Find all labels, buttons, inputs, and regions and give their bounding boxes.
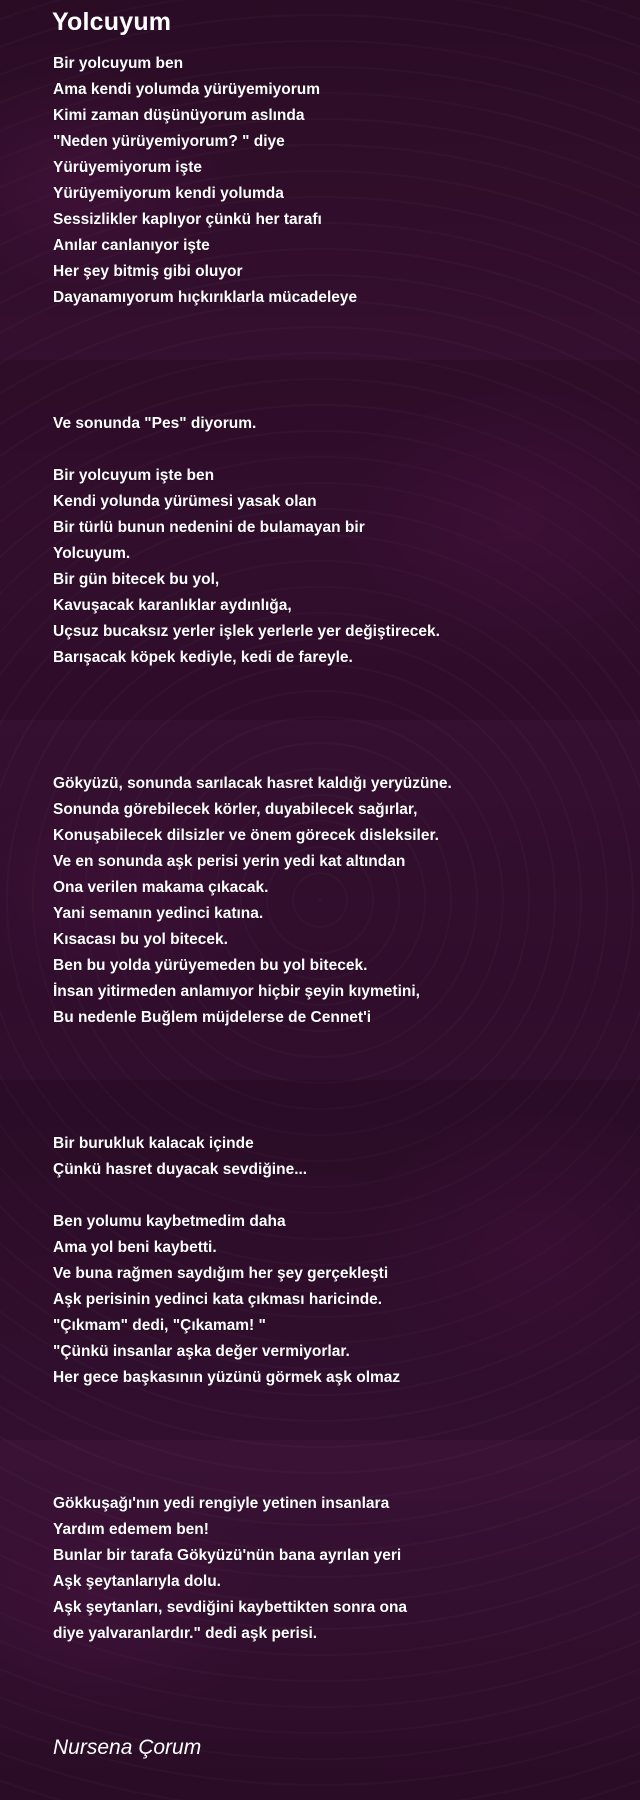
poem-line: Bir türlü bunun nedenini de bulamayan bir xyxy=(53,519,365,536)
poem-line: "Neden yürüyemiyorum? " diye xyxy=(53,133,285,150)
poem-line: Bu nedenle Buğlem müjdelerse de Cennet'i xyxy=(53,1009,372,1026)
poem-line: "Çünkü insanlar aşka değer vermiyorlar. xyxy=(53,1343,350,1360)
poem-title: Yolcuyum xyxy=(52,8,172,36)
poem-line: Kavuşacak karanlıklar aydınlığa, xyxy=(53,597,292,614)
poem-line: Sessizlikler kaplıyor çünkü her tarafı xyxy=(53,211,322,228)
poem-line: Her gece başkasının yüzünü görmek aşk olmaz xyxy=(53,1369,401,1386)
poem-line: Bir yolcuyum ben xyxy=(53,55,184,72)
poem-line: Kısacası bu yol bitecek. xyxy=(53,931,228,948)
poem-line: Sonunda görebilecek körler, duyabilecek sağırlar, xyxy=(53,801,418,818)
poem-line: Gökyüzü, sonunda sarılacak hasret kaldığı yeryüzüne. xyxy=(53,775,452,792)
poem-line: Yardım edemem ben! xyxy=(53,1521,209,1538)
poem-line: Barışacak köpek kediyle, kedi de fareyle. xyxy=(53,649,353,666)
poem-line: Kendi yolunda yürümesi yasak olan xyxy=(53,493,317,510)
poem-line: Ve en sonunda aşk perisi yerin yedi kat altından xyxy=(53,853,406,870)
poem-line: Yürüyemiyorum kendi yolumda xyxy=(53,185,284,202)
poem-line: Dayanamıyorum hıçkırıklarla mücadeleye xyxy=(53,289,358,306)
poem-line: Konuşabilecek dilsizler ve önem görecek disleksiler. xyxy=(53,827,439,844)
poem-line: Kimi zaman düşünüyorum aslında xyxy=(53,107,305,124)
poem-line: Ben yolumu kaybetmedim daha xyxy=(53,1213,286,1230)
poem-line: Yani semanın yedinci katına. xyxy=(53,905,264,922)
poem-line: Aşk şeytanları, sevdiğini kaybettikten sonra ona xyxy=(53,1599,408,1616)
poem-line: Anılar canlanıyor işte xyxy=(53,237,210,254)
poem-line: Çünkü hasret duyacak sevdiğine... xyxy=(53,1161,308,1178)
poem-line: Ona verilen makama çıkacak. xyxy=(53,879,269,896)
poem-line: Bir gün bitecek bu yol, xyxy=(53,571,220,588)
poem-line: Bir yolcuyum işte ben xyxy=(53,467,215,484)
poem-line: Yürüyemiyorum işte xyxy=(53,159,203,176)
poem-line: Ben bu yolda yürüyemeden bu yol bitecek. xyxy=(53,957,368,974)
poem-line: Gökkuşağı'nın yedi rengiyle yetinen insanlara xyxy=(53,1495,390,1512)
poem-line: Yolcuyum. xyxy=(53,545,131,562)
poem-author: Nursena Çorum xyxy=(53,1736,202,1759)
poem-line: Ve sonunda "Pes" diyorum. xyxy=(53,415,257,432)
poem-line: Bir burukluk kalacak içinde xyxy=(53,1135,254,1152)
stanza-4 xyxy=(53,1131,400,1391)
poem-line: diye yalvaranlardır." dedi aşk perisi. xyxy=(53,1625,318,1642)
stanza-5 xyxy=(53,1491,407,1647)
poem-line xyxy=(53,437,440,463)
poem-line: Aşk şeytanlarıyla dolu. xyxy=(53,1573,221,1590)
poem-line: Aşk perisinin yedinci kata çıkması haricinde. xyxy=(53,1291,383,1308)
poem-line: Ve buna rağmen saydığım her şey gerçekleşti xyxy=(53,1265,389,1282)
poem-line: İnsan yitirmeden anlamıyor hiçbir şeyin kıymetini, xyxy=(53,983,420,1000)
poem-line: Bunlar bir tarafa Gökyüzü'nün bana ayrılan yeri xyxy=(53,1547,402,1564)
poem-line: Ama kendi yolumda yürüyemiyorum xyxy=(53,81,321,98)
stanza-2 xyxy=(53,411,440,671)
poem-line xyxy=(53,1183,400,1209)
poem-line: Uçsuz bucaksız yerler işlek yerlerle yer değiştirecek. xyxy=(53,623,440,640)
stanza-3 xyxy=(53,771,452,1031)
poem-line: Ama yol beni kaybetti. xyxy=(53,1239,217,1256)
stanza-1 xyxy=(53,51,357,311)
poem-line: Her şey bitmiş gibi oluyor xyxy=(53,263,243,280)
poem-line: "Çıkmam" dedi, "Çıkamam! " xyxy=(53,1317,266,1334)
